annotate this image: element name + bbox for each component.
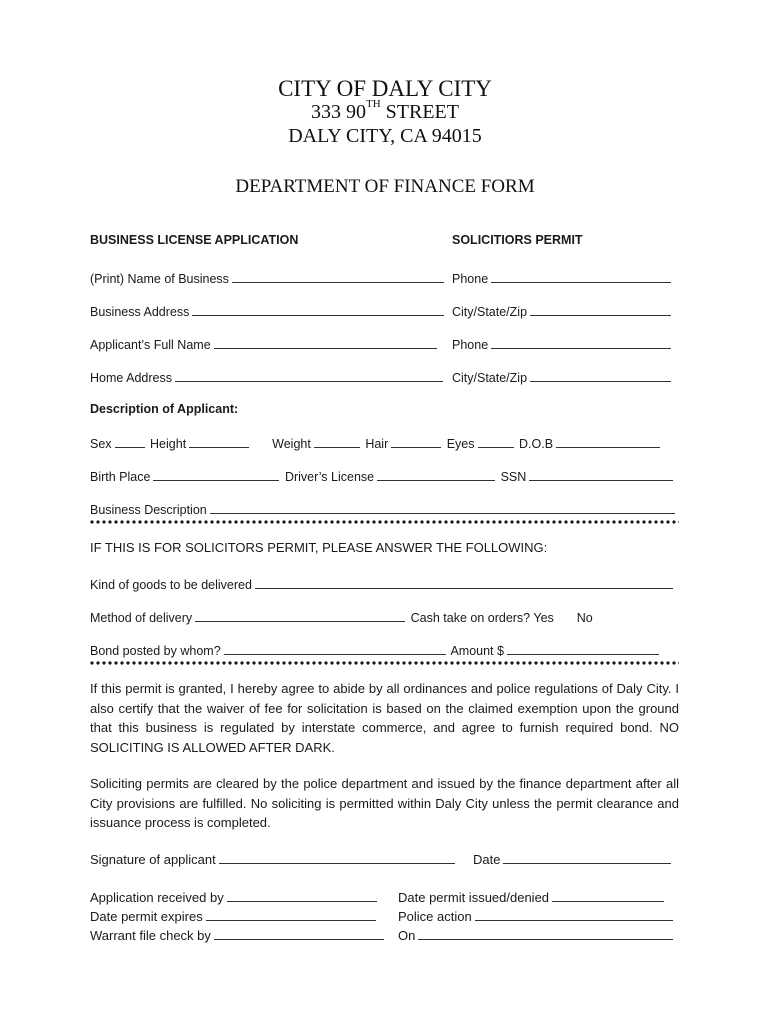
agreement-text: If this permit is granted, I hereby agree to abide by all ordinances and police regulations of Daly City. I also certify that the waiver of fee for solicitation is based on the claimed exemption upon the ground that this business is regulated by interstate commerce, and agree to furnish required bond. [90,681,679,735]
height-blank[interactable] [189,435,249,448]
city-state-zip: DALY CITY, CA 94015 [288,125,482,147]
expires-row [90,908,378,924]
business-description-label: Business Description [90,503,207,517]
kind-of-goods-blank[interactable] [255,576,673,589]
signature-label: Signature of applicant [90,852,216,867]
city-state-zip-label-1: City/State/Zip [452,305,528,319]
solicitors-heading: IF THIS IS FOR SOLICITORS PERMIT, PLEASE ANSWER THE FOLLOWING: [90,540,548,555]
cash-take-label: Cash take on orders? [410,611,531,625]
date-issued-row [398,889,666,905]
phone-blank-2[interactable] [491,336,671,349]
hair-blank[interactable] [391,435,441,448]
kind-of-goods-row [90,576,675,592]
sex-label: Sex [90,437,112,451]
date-issued-label: Date permit issued/denied [398,890,550,905]
bond-posted-blank[interactable] [224,642,446,655]
on-row [398,927,675,943]
bond-posted-label: Bond posted by whom? [90,644,221,658]
city-state-zip-row-1 [452,303,673,319]
street-number: 333 90 [310,101,366,123]
ssn-label: SSN [500,470,527,484]
hair-label: Hair [365,437,389,451]
method-of-delivery-label: Method of delivery [90,611,193,625]
street-suffix: TH [365,98,381,111]
phone-blank-1[interactable] [491,270,671,283]
signature-row [90,851,457,867]
drivers-license-blank[interactable] [377,468,495,481]
weight-blank[interactable] [314,435,360,448]
dotted-divider-2 [89,661,679,665]
birth-place-label: Birth Place [90,470,151,484]
bond-row [90,642,661,658]
city-state-zip-label-2: City/State/Zip [452,371,528,385]
date-issued-blank[interactable] [552,889,664,902]
agreement-paragraph [90,679,679,757]
drivers-license-label: Driver’s License [284,470,375,484]
applicant-name-label: Applicant’s Full Name [90,338,211,352]
business-license-heading: BUSINESS LICENSE APPLICATION [90,233,299,247]
business-address-row [90,303,446,319]
home-address-row [90,369,445,385]
height-label: Height [150,437,187,451]
business-description-blank[interactable] [210,501,675,514]
business-address-label: Business Address [90,305,190,319]
description-heading: Description of Applicant: [90,402,239,416]
police-action-row [398,908,675,924]
physical-description-row [90,435,662,451]
no-soliciting-after-dark: NO SOLICITING IS ALLOWED AFTER DARK. [90,720,679,755]
form-title: DEPARTMENT OF FINANCE FORM [235,176,535,197]
expires-blank[interactable] [206,908,376,921]
clearance-paragraph: Soliciting permits are cleared by the police department and issued by the finance department after all City provisions are fulfilled. No soliciting is permitted within Daly City unless the permit clearance and issuance process is completed. [90,776,679,830]
police-action-blank[interactable] [475,908,673,921]
dob-label: D.O.B [519,437,554,451]
birth-place-blank[interactable] [153,468,279,481]
city-title: CITY OF DALY CITY [278,76,492,101]
warrant-check-row [90,927,386,943]
sex-blank[interactable] [115,435,145,448]
business-description-row [90,501,677,517]
expires-label: Date permit expires [90,909,203,924]
business-name-row [90,270,446,286]
city-state-zip-row-2 [452,369,673,385]
amount-blank[interactable] [507,642,659,655]
weight-label: Weight [272,437,311,451]
received-by-label: Application received by [90,890,224,905]
street-name: STREET [385,101,459,123]
business-address-blank[interactable] [192,303,444,316]
ssn-blank[interactable] [529,468,673,481]
signature-date-blank[interactable] [503,851,671,864]
dotted-divider-1 [89,520,679,524]
received-by-blank[interactable] [227,889,377,902]
phone-label-2: Phone [452,338,489,352]
method-of-delivery-row [90,609,593,625]
identity-row [90,468,675,484]
on-blank[interactable] [418,927,673,940]
no-option[interactable]: No [576,611,593,625]
city-state-zip-blank-2[interactable] [530,369,671,382]
dob-blank[interactable] [556,435,660,448]
phone-row-2 [452,336,673,352]
city-state-zip-blank-1[interactable] [530,303,671,316]
business-name-blank[interactable] [232,270,444,283]
yes-option[interactable]: Yes [533,611,554,625]
police-action-label: Police action [398,909,472,924]
business-name-label: (Print) Name of Business [90,272,229,286]
warrant-check-blank[interactable] [214,927,384,940]
phone-label-1: Phone [452,272,489,286]
home-address-blank[interactable] [175,369,443,382]
solicitors-permit-heading: SOLICITIORS PERMIT [452,233,583,247]
eyes-label: Eyes [446,437,475,451]
method-of-delivery-blank[interactable] [195,609,405,622]
signature-date-row [473,851,673,867]
on-label: On [398,928,416,943]
signature-date-label: Date [473,852,501,867]
amount-label: Amount $ [450,644,504,658]
applicant-name-row [90,336,439,352]
applicant-name-blank[interactable] [214,336,437,349]
received-by-row [90,889,379,905]
street-address [0,98,770,124]
home-address-label: Home Address [90,371,172,385]
kind-of-goods-label: Kind of goods to be delivered [90,578,252,592]
signature-blank[interactable] [219,851,455,864]
phone-row-1 [452,270,673,286]
warrant-check-label: Warrant file check by [90,928,211,943]
eyes-blank[interactable] [478,435,514,448]
